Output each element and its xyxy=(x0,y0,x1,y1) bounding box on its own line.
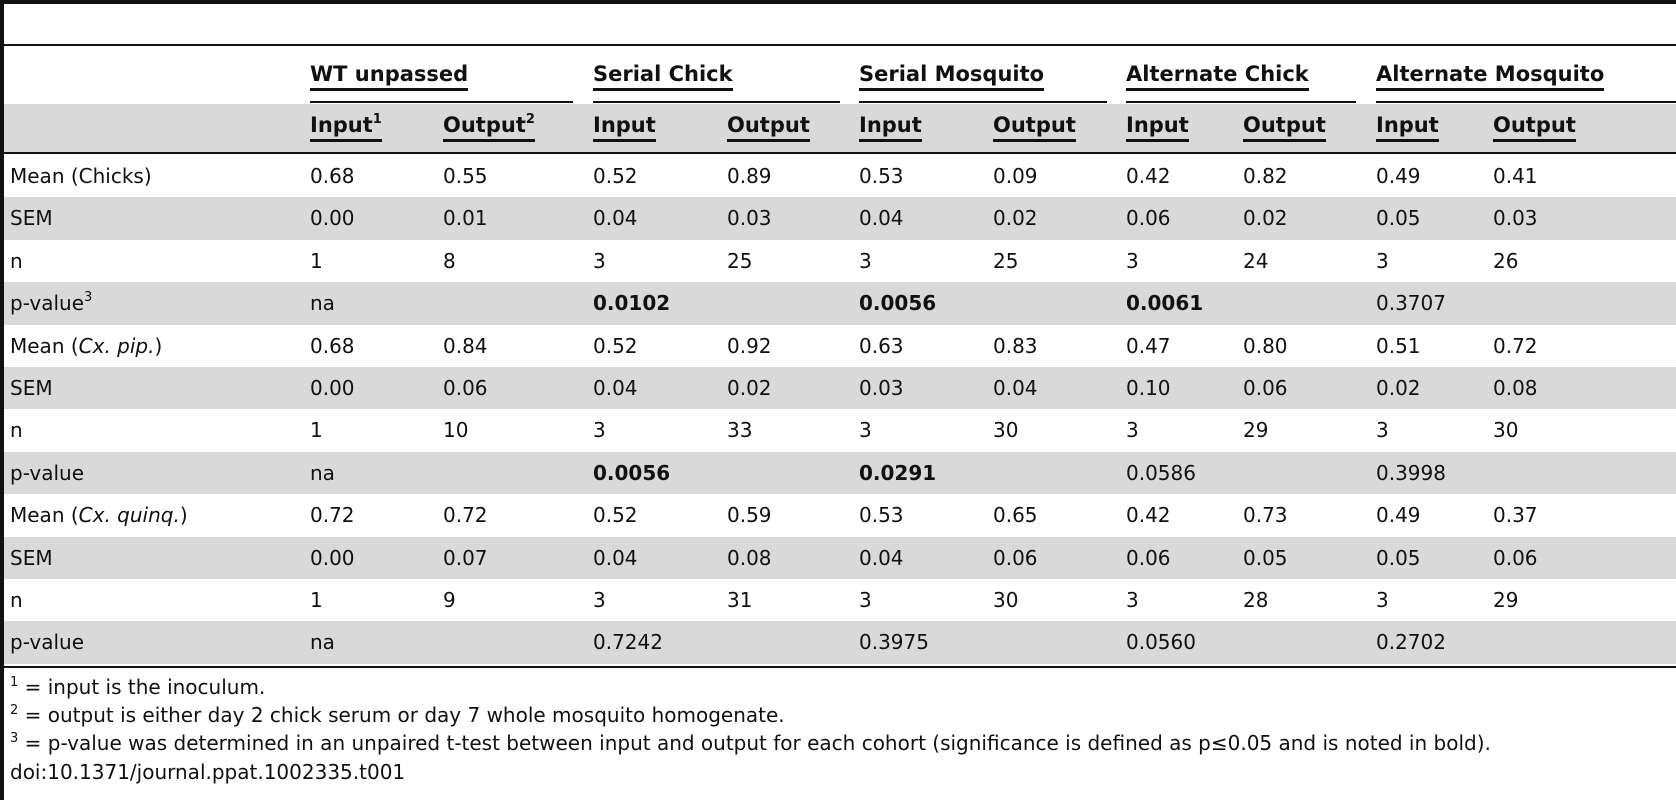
p-value-cell: 0.0056 xyxy=(593,460,671,485)
table-cell: 0.51 xyxy=(1376,333,1421,358)
table-cell: 0.02 xyxy=(727,376,772,400)
table-cell: 3 xyxy=(1126,418,1139,443)
p-value-cell: 0.0586 xyxy=(1126,460,1196,485)
table-cell: 0.06 xyxy=(1126,206,1171,231)
column-header-label xyxy=(593,112,656,142)
table-cell: 3 xyxy=(859,588,872,612)
table-cell: 0.00 xyxy=(310,206,355,231)
table-cell: 0.01 xyxy=(443,206,488,231)
row-label xyxy=(10,325,162,367)
column-header-text: Input xyxy=(859,113,922,137)
column-header xyxy=(859,110,922,142)
column-header xyxy=(993,110,1076,142)
footnote-text: = output is either day 2 chick serum or day 7 whole mosquito homogenate. xyxy=(18,703,785,727)
table-cell: 33 xyxy=(727,418,753,443)
row-label-text: Mean (Chicks) xyxy=(10,164,152,188)
group-rule xyxy=(1126,101,1356,103)
row-band xyxy=(4,537,1676,579)
row-label-text: p-value xyxy=(10,291,85,316)
footnote xyxy=(10,702,785,728)
column-header-text: Output xyxy=(1493,113,1576,137)
column-header xyxy=(1493,110,1576,142)
row-label xyxy=(10,367,53,409)
table-cell: 0.72 xyxy=(310,503,355,528)
table-cell: 29 xyxy=(1493,588,1519,612)
table-cell: 0.04 xyxy=(593,376,638,400)
table-cell: 0.06 xyxy=(443,376,488,400)
column-header-label xyxy=(310,112,382,142)
table-cell: 0.02 xyxy=(1243,206,1288,231)
table-cell: 9 xyxy=(443,588,456,612)
table-cell: 0.05 xyxy=(1243,545,1288,570)
row-label xyxy=(10,197,53,239)
table-cell: 3 xyxy=(1376,588,1389,612)
group-header xyxy=(1126,59,1309,91)
table-cell: 1 xyxy=(310,588,323,612)
table-cell: 0.52 xyxy=(593,333,638,358)
table-cell: 0.04 xyxy=(593,206,638,231)
table-cell: 30 xyxy=(993,418,1019,443)
table-cell: 0.04 xyxy=(859,206,904,231)
row-label-text: Mean ( xyxy=(10,333,79,358)
doi-line xyxy=(10,759,405,785)
table-cell: 24 xyxy=(1243,248,1269,273)
row-label-text: SEM xyxy=(10,545,53,570)
table-cell: 3 xyxy=(593,588,606,612)
row-label xyxy=(10,537,53,579)
footnote xyxy=(10,674,265,700)
p-value-cell: 0.0102 xyxy=(593,291,671,316)
column-header xyxy=(593,110,656,142)
table-cell: 0.03 xyxy=(727,206,772,231)
column-header-text: Output xyxy=(1243,113,1326,137)
row-label xyxy=(10,452,84,494)
table-bottom-rule xyxy=(4,666,1676,668)
table-cell: 0.53 xyxy=(859,503,904,528)
group-rule xyxy=(593,101,840,103)
table-cell: 30 xyxy=(1493,418,1519,443)
column-header-label xyxy=(727,112,810,142)
table-cell: 31 xyxy=(727,588,753,612)
table-cell: 0.41 xyxy=(1493,164,1538,188)
column-header-text: Input xyxy=(593,113,656,137)
column-header-text: Input xyxy=(1126,113,1189,137)
table-cell: 0.84 xyxy=(443,333,488,358)
table-cell: 0.89 xyxy=(727,164,772,188)
row-label-text: n xyxy=(10,248,23,273)
footnote-text: doi:10.1371/journal.ppat.1002335.t001 xyxy=(10,760,406,784)
table-cell: 30 xyxy=(993,588,1019,612)
table-cell: 0.06 xyxy=(1126,545,1171,570)
column-header-label xyxy=(1493,112,1576,142)
table-cell: 0.09 xyxy=(993,164,1038,188)
column-header-text: Output xyxy=(993,113,1076,137)
table-cell: 3 xyxy=(1126,248,1139,273)
table-cell: 25 xyxy=(727,248,753,273)
table-cell: 0.37 xyxy=(1493,503,1538,528)
p-value-cell: 0.2702 xyxy=(1376,630,1446,655)
table-cell: 0.68 xyxy=(310,333,355,358)
p-value-cell: 0.0291 xyxy=(859,460,937,485)
table-cell: 8 xyxy=(443,248,456,273)
group-header-label: WT unpassed xyxy=(310,61,468,91)
p-value-cell: 0.0061 xyxy=(1126,291,1204,316)
column-header-label xyxy=(859,112,922,142)
table-cell: 0.05 xyxy=(1376,545,1421,570)
table-cell: 0.49 xyxy=(1376,164,1421,188)
group-header-label: Alternate Mosquito xyxy=(1376,61,1604,91)
footnote-marker: 2 xyxy=(10,703,19,718)
column-header-text: Input xyxy=(310,113,373,137)
table-cell: 0.02 xyxy=(1376,376,1421,400)
table-cell: 0.82 xyxy=(1243,164,1288,188)
row-band xyxy=(4,197,1676,239)
header-bottom-rule xyxy=(4,152,1676,154)
table-cell: 3 xyxy=(859,248,872,273)
group-rule xyxy=(859,101,1107,103)
row-label-text: n xyxy=(10,588,23,612)
footnote-marker: 3 xyxy=(84,290,93,306)
table-cell: 0.04 xyxy=(859,545,904,570)
table-cell: 0.05 xyxy=(1376,206,1421,231)
p-value-cell: na xyxy=(310,460,335,485)
table-cell: 3 xyxy=(1376,418,1389,443)
table-cell: 25 xyxy=(993,248,1019,273)
table-cell: 0.55 xyxy=(443,164,488,188)
row-label xyxy=(10,579,23,621)
table-cell: 0.03 xyxy=(859,376,904,400)
table-cell: 0.42 xyxy=(1126,503,1171,528)
group-header-label: Alternate Chick xyxy=(1126,61,1309,91)
table-cell: 0.06 xyxy=(993,545,1038,570)
footnote-text: = input is the inoculum. xyxy=(18,675,266,699)
group-header xyxy=(593,59,733,91)
column-header-label xyxy=(443,112,535,142)
table-cell: 0.03 xyxy=(1493,206,1538,231)
table-cell: 0.83 xyxy=(993,333,1038,358)
table-cell: 0.00 xyxy=(310,545,355,570)
table-cell: 0.68 xyxy=(310,164,355,188)
footnote-text: = p-value was determined in an unpaired t-test between input and output for each cohort (significance is defined as p≤0.05 and is noted in bold). xyxy=(18,731,1491,755)
p-value-cell: 0.0560 xyxy=(1126,630,1196,655)
column-header xyxy=(310,110,382,142)
footnote-marker: 2 xyxy=(525,112,535,127)
table-cell: 0.52 xyxy=(593,503,638,528)
row-label-close: ) xyxy=(179,503,188,528)
row-label-species: Cx. quinq. xyxy=(78,503,180,528)
row-label xyxy=(10,155,152,197)
row-label-text: Mean ( xyxy=(10,503,79,528)
table-cell: 0.73 xyxy=(1243,503,1288,528)
row-label-species: Cx. pip. xyxy=(78,333,155,358)
footnote-marker: 1 xyxy=(372,112,382,127)
column-header-label xyxy=(1126,112,1189,142)
table-cell: 3 xyxy=(859,418,872,443)
column-header-label xyxy=(1376,112,1439,142)
table-cell: 0.08 xyxy=(727,545,772,570)
table-cell: 1 xyxy=(310,248,323,273)
table-cell: 0.52 xyxy=(593,164,638,188)
column-header-text: Output xyxy=(727,113,810,137)
row-label-text: SEM xyxy=(10,206,53,231)
top-rule xyxy=(0,0,1676,4)
table-cell: 3 xyxy=(1126,588,1139,612)
table-cell: 0.59 xyxy=(727,503,772,528)
group-rule xyxy=(310,101,573,103)
column-header-label xyxy=(993,112,1076,142)
table-cell: 0.04 xyxy=(993,376,1038,400)
row-label xyxy=(10,621,84,663)
table-cell: 0.65 xyxy=(993,503,1038,528)
column-header xyxy=(727,110,810,142)
column-header xyxy=(1376,110,1439,142)
table-cell: 0.47 xyxy=(1126,333,1171,358)
table-cell: 0.06 xyxy=(1493,545,1538,570)
group-header xyxy=(1376,59,1604,91)
group-header-label: Serial Mosquito xyxy=(859,61,1044,91)
row-label-text: p-value xyxy=(10,630,85,655)
row-label xyxy=(10,494,188,536)
table-cell: 0.42 xyxy=(1126,164,1171,188)
table-cell: 0.63 xyxy=(859,333,904,358)
table-cell: 29 xyxy=(1243,418,1269,443)
p-value-cell: na xyxy=(310,630,335,655)
column-header-label xyxy=(1243,112,1326,142)
column-header-text: Input xyxy=(1376,113,1439,137)
p-value-cell: na xyxy=(310,291,335,316)
table-cell: 0.49 xyxy=(1376,503,1421,528)
table-cell: 10 xyxy=(443,418,469,443)
table-cell: 0.06 xyxy=(1243,376,1288,400)
p-value-cell: 0.7242 xyxy=(593,630,663,655)
p-value-cell: 0.3707 xyxy=(1376,291,1446,316)
group-header xyxy=(310,59,468,91)
row-band xyxy=(4,367,1676,409)
table-cell: 1 xyxy=(310,418,323,443)
p-value-cell: 0.0056 xyxy=(859,291,937,316)
group-rule xyxy=(1376,101,1676,103)
p-value-cell: 0.3975 xyxy=(859,630,929,655)
group-header xyxy=(859,59,1044,91)
column-header-text: Output xyxy=(443,113,526,137)
table-cell: 26 xyxy=(1493,248,1519,273)
header-top-rule xyxy=(4,44,1676,46)
table-cell: 28 xyxy=(1243,588,1269,612)
table-cell: 0.02 xyxy=(993,206,1038,231)
group-header-label: Serial Chick xyxy=(593,61,733,91)
table-cell: 0.07 xyxy=(443,545,488,570)
table-cell: 0.80 xyxy=(1243,333,1288,358)
row-label xyxy=(10,240,23,282)
column-header xyxy=(1243,110,1326,142)
table-cell: 3 xyxy=(1376,248,1389,273)
footnote-marker: 1 xyxy=(10,675,19,690)
table-cell: 0.53 xyxy=(859,164,904,188)
row-label-text: n xyxy=(10,418,23,443)
table-cell: 0.92 xyxy=(727,333,772,358)
footnote xyxy=(10,730,1491,756)
table-cell: 0.72 xyxy=(443,503,488,528)
footnote-marker: 3 xyxy=(10,731,19,746)
row-label xyxy=(10,282,92,324)
row-label-text: SEM xyxy=(10,376,53,400)
row-label-text: p-value xyxy=(10,460,85,485)
column-header xyxy=(443,110,535,142)
table-cell: 0.04 xyxy=(593,545,638,570)
column-header xyxy=(1126,110,1189,142)
table-cell: 0.10 xyxy=(1126,376,1171,400)
table-cell: 3 xyxy=(593,248,606,273)
table-cell: 0.00 xyxy=(310,376,355,400)
table-cell: 0.72 xyxy=(1493,333,1538,358)
table-cell: 0.08 xyxy=(1493,376,1538,400)
row-label-close: ) xyxy=(154,333,163,358)
table-cell: 3 xyxy=(593,418,606,443)
p-value-cell: 0.3998 xyxy=(1376,460,1446,485)
row-label xyxy=(10,409,23,451)
